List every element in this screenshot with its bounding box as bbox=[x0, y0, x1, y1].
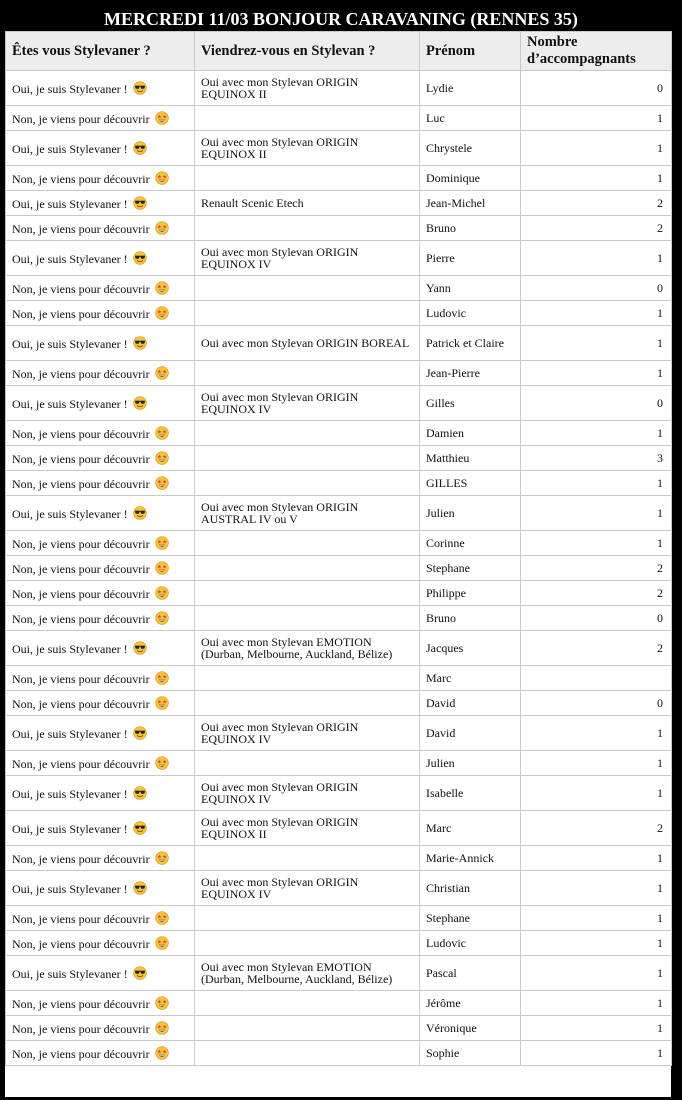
table-row bbox=[6, 931, 672, 956]
stylevaner-answer: Oui, je suis Stylevaner ! bbox=[12, 642, 128, 656]
cell-first-name: Marc bbox=[420, 666, 521, 691]
table-row bbox=[6, 991, 672, 1016]
sunglasses-emoji-icon bbox=[133, 641, 147, 655]
cell-stylevaner bbox=[6, 906, 195, 931]
table-header-row bbox=[6, 32, 672, 71]
stylevaner-answer: Oui, je suis Stylevaner ! bbox=[12, 197, 128, 211]
cell-stylevaner bbox=[6, 931, 195, 956]
cell-first-name: Jérôme bbox=[420, 991, 521, 1016]
table-row bbox=[6, 631, 672, 666]
cell-vehicle bbox=[195, 931, 420, 956]
stylevaner-answer: Non, je viens pour découvrir bbox=[12, 937, 150, 951]
cell-vehicle bbox=[195, 906, 420, 931]
cell-first-name: GILLES bbox=[420, 471, 521, 496]
cell-companions: 1 bbox=[521, 871, 672, 906]
cell-stylevaner bbox=[6, 531, 195, 556]
sunglasses-emoji-icon bbox=[133, 966, 147, 980]
cell-vehicle: Oui avec mon Stylevan ORIGIN EQUINOX II bbox=[195, 811, 420, 846]
cell-vehicle bbox=[195, 301, 420, 326]
cell-first-name: Jean-Pierre bbox=[420, 361, 521, 386]
cell-vehicle bbox=[195, 556, 420, 581]
star-struck-emoji-icon bbox=[155, 561, 169, 575]
cell-stylevaner bbox=[6, 606, 195, 631]
header-first-name: Prénom bbox=[420, 32, 521, 71]
cell-stylevaner bbox=[6, 716, 195, 751]
cell-companions: 0 bbox=[521, 606, 672, 631]
cell-stylevaner bbox=[6, 216, 195, 241]
cell-companions: 1 bbox=[521, 531, 672, 556]
star-struck-emoji-icon bbox=[155, 171, 169, 185]
cell-first-name: Chrystele bbox=[420, 131, 521, 166]
cell-first-name: Christian bbox=[420, 871, 521, 906]
stylevaner-answer: Non, je viens pour découvrir bbox=[12, 587, 150, 601]
table-row bbox=[6, 846, 672, 871]
cell-first-name: David bbox=[420, 691, 521, 716]
table-row bbox=[6, 811, 672, 846]
table-row bbox=[6, 241, 672, 276]
stylevaner-answer: Oui, je suis Stylevaner ! bbox=[12, 967, 128, 981]
cell-first-name: Jean-Michel bbox=[420, 191, 521, 216]
cell-companions: 2 bbox=[521, 581, 672, 606]
cell-stylevaner bbox=[6, 166, 195, 191]
cell-vehicle bbox=[195, 846, 420, 871]
cell-vehicle bbox=[195, 1041, 420, 1066]
cell-companions: 1 bbox=[521, 131, 672, 166]
cell-stylevaner bbox=[6, 631, 195, 666]
cell-stylevaner bbox=[6, 106, 195, 131]
stylevaner-answer: Non, je viens pour découvrir bbox=[12, 537, 150, 551]
cell-stylevaner bbox=[6, 421, 195, 446]
cell-vehicle bbox=[195, 691, 420, 716]
star-struck-emoji-icon bbox=[155, 476, 169, 490]
cell-companions bbox=[521, 666, 672, 691]
star-struck-emoji-icon bbox=[155, 756, 169, 770]
cell-vehicle: Oui avec mon Stylevan ORIGIN EQUINOX IV bbox=[195, 716, 420, 751]
star-struck-emoji-icon bbox=[155, 536, 169, 550]
cell-vehicle: Oui avec mon Stylevan ORIGIN AUSTRAL IV ou V bbox=[195, 496, 420, 531]
cell-companions: 1 bbox=[521, 1041, 672, 1066]
stylevaner-answer: Oui, je suis Stylevaner ! bbox=[12, 727, 128, 741]
stylevaner-answer: Oui, je suis Stylevaner ! bbox=[12, 787, 128, 801]
table-row bbox=[6, 666, 672, 691]
cell-companions: 1 bbox=[521, 956, 672, 991]
cell-companions: 1 bbox=[521, 166, 672, 191]
sunglasses-emoji-icon bbox=[133, 396, 147, 410]
stylevaner-answer: Non, je viens pour découvrir bbox=[12, 427, 150, 441]
cell-companions: 1 bbox=[521, 751, 672, 776]
cell-vehicle bbox=[195, 276, 420, 301]
cell-vehicle: Renault Scenic Etech bbox=[195, 191, 420, 216]
cell-companions: 1 bbox=[521, 301, 672, 326]
cell-stylevaner bbox=[6, 241, 195, 276]
cell-vehicle bbox=[195, 446, 420, 471]
star-struck-emoji-icon bbox=[155, 111, 169, 125]
cell-vehicle bbox=[195, 106, 420, 131]
cell-vehicle: Oui avec mon Stylevan ORIGIN EQUINOX II bbox=[195, 131, 420, 166]
star-struck-emoji-icon bbox=[155, 611, 169, 625]
cell-stylevaner bbox=[6, 1016, 195, 1041]
cell-stylevaner bbox=[6, 751, 195, 776]
cell-companions: 1 bbox=[521, 496, 672, 531]
star-struck-emoji-icon bbox=[155, 696, 169, 710]
cell-companions: 1 bbox=[521, 776, 672, 811]
cell-first-name: Dominique bbox=[420, 166, 521, 191]
cell-vehicle: Oui avec mon Stylevan ORIGIN EQUINOX IV bbox=[195, 386, 420, 421]
table-row bbox=[6, 421, 672, 446]
cell-vehicle bbox=[195, 216, 420, 241]
sunglasses-emoji-icon bbox=[133, 821, 147, 835]
stylevaner-answer: Non, je viens pour découvrir bbox=[12, 1022, 150, 1036]
sunglasses-emoji-icon bbox=[133, 196, 147, 210]
cell-first-name: Philippe bbox=[420, 581, 521, 606]
table-row bbox=[6, 471, 672, 496]
cell-stylevaner bbox=[6, 191, 195, 216]
cell-stylevaner bbox=[6, 956, 195, 991]
stylevaner-answer: Non, je viens pour découvrir bbox=[12, 997, 150, 1011]
cell-vehicle bbox=[195, 166, 420, 191]
stylevaner-answer: Non, je viens pour découvrir bbox=[12, 112, 150, 126]
cell-first-name: Ludovic bbox=[420, 301, 521, 326]
table-row bbox=[6, 716, 672, 751]
header-stylevaner: Êtes vous Stylevaner ? bbox=[6, 32, 195, 71]
cell-vehicle bbox=[195, 471, 420, 496]
cell-companions: 2 bbox=[521, 191, 672, 216]
cell-vehicle bbox=[195, 531, 420, 556]
star-struck-emoji-icon bbox=[155, 851, 169, 865]
cell-vehicle bbox=[195, 666, 420, 691]
cell-companions: 2 bbox=[521, 556, 672, 581]
header-companions: Nombre d’accompagnants bbox=[521, 32, 672, 71]
table-row bbox=[6, 581, 672, 606]
cell-stylevaner bbox=[6, 581, 195, 606]
sunglasses-emoji-icon bbox=[133, 506, 147, 520]
table-row bbox=[6, 131, 672, 166]
table-row bbox=[6, 606, 672, 631]
table-row bbox=[6, 361, 672, 386]
cell-vehicle: Oui avec mon Stylevan ORIGIN EQUINOX IV bbox=[195, 776, 420, 811]
table-row bbox=[6, 71, 672, 106]
cell-vehicle: Oui avec mon Stylevan ORIGIN EQUINOX II bbox=[195, 71, 420, 106]
table-row bbox=[6, 191, 672, 216]
cell-stylevaner bbox=[6, 666, 195, 691]
table-row bbox=[6, 276, 672, 301]
star-struck-emoji-icon bbox=[155, 1046, 169, 1060]
star-struck-emoji-icon bbox=[155, 586, 169, 600]
stylevaner-answer: Oui, je suis Stylevaner ! bbox=[12, 142, 128, 156]
stylevaner-answer: Non, je viens pour découvrir bbox=[12, 222, 150, 236]
cell-companions: 0 bbox=[521, 276, 672, 301]
cell-stylevaner bbox=[6, 446, 195, 471]
stylevaner-answer: Oui, je suis Stylevaner ! bbox=[12, 82, 128, 96]
cell-first-name: Lydie bbox=[420, 71, 521, 106]
table-row bbox=[6, 906, 672, 931]
stylevaner-answer: Non, je viens pour découvrir bbox=[12, 612, 150, 626]
cell-stylevaner bbox=[6, 326, 195, 361]
stylevaner-answer: Non, je viens pour découvrir bbox=[12, 282, 150, 296]
star-struck-emoji-icon bbox=[155, 306, 169, 320]
cell-companions: 1 bbox=[521, 106, 672, 131]
cell-companions: 0 bbox=[521, 691, 672, 716]
sunglasses-emoji-icon bbox=[133, 81, 147, 95]
cell-stylevaner bbox=[6, 846, 195, 871]
registration-sheet bbox=[5, 31, 671, 1097]
cell-first-name: Jacques bbox=[420, 631, 521, 666]
sunglasses-emoji-icon bbox=[133, 726, 147, 740]
cell-vehicle bbox=[195, 1016, 420, 1041]
sunglasses-emoji-icon bbox=[133, 881, 147, 895]
star-struck-emoji-icon bbox=[155, 221, 169, 235]
table-row bbox=[6, 751, 672, 776]
cell-first-name: Véronique bbox=[420, 1016, 521, 1041]
star-struck-emoji-icon bbox=[155, 1021, 169, 1035]
cell-first-name: Julien bbox=[420, 496, 521, 531]
cell-companions: 2 bbox=[521, 631, 672, 666]
cell-vehicle: Oui avec mon Stylevan EMOTION (Durban, Melbourne, Auckland, Bélize) bbox=[195, 631, 420, 666]
star-struck-emoji-icon bbox=[155, 671, 169, 685]
cell-companions: 3 bbox=[521, 446, 672, 471]
cell-companions: 1 bbox=[521, 421, 672, 446]
stylevaner-answer: Oui, je suis Stylevaner ! bbox=[12, 822, 128, 836]
cell-first-name: Marc bbox=[420, 811, 521, 846]
sunglasses-emoji-icon bbox=[133, 336, 147, 350]
stylevaner-answer: Non, je viens pour découvrir bbox=[12, 367, 150, 381]
cell-stylevaner bbox=[6, 301, 195, 326]
cell-first-name: Damien bbox=[420, 421, 521, 446]
sunglasses-emoji-icon bbox=[133, 251, 147, 265]
table-row bbox=[6, 1041, 672, 1066]
table-row bbox=[6, 691, 672, 716]
table-row bbox=[6, 166, 672, 191]
cell-first-name: Bruno bbox=[420, 216, 521, 241]
cell-first-name: Pierre bbox=[420, 241, 521, 276]
cell-companions: 1 bbox=[521, 361, 672, 386]
cell-stylevaner bbox=[6, 71, 195, 106]
stylevaner-answer: Non, je viens pour découvrir bbox=[12, 912, 150, 926]
stylevaner-answer: Non, je viens pour découvrir bbox=[12, 172, 150, 186]
stylevaner-answer: Non, je viens pour découvrir bbox=[12, 477, 150, 491]
cell-first-name: Sophie bbox=[420, 1041, 521, 1066]
cell-vehicle: Oui avec mon Stylevan ORIGIN BOREAL bbox=[195, 326, 420, 361]
page-title: MERCREDI 11/03 BONJOUR CARAVANING (RENNES 35) bbox=[104, 9, 578, 29]
cell-companions: 1 bbox=[521, 846, 672, 871]
cell-vehicle: Oui avec mon Stylevan ORIGIN EQUINOX IV bbox=[195, 871, 420, 906]
cell-first-name: Gilles bbox=[420, 386, 521, 421]
table-row bbox=[6, 446, 672, 471]
table-row bbox=[6, 301, 672, 326]
stylevaner-answer: Non, je viens pour découvrir bbox=[12, 562, 150, 576]
star-struck-emoji-icon bbox=[155, 366, 169, 380]
table-row bbox=[6, 326, 672, 361]
cell-first-name: Stephane bbox=[420, 556, 521, 581]
cell-stylevaner bbox=[6, 276, 195, 301]
cell-first-name: Yann bbox=[420, 276, 521, 301]
cell-vehicle bbox=[195, 606, 420, 631]
cell-stylevaner bbox=[6, 386, 195, 421]
cell-companions: 2 bbox=[521, 216, 672, 241]
table-row bbox=[6, 216, 672, 241]
table-row bbox=[6, 776, 672, 811]
sunglasses-emoji-icon bbox=[133, 141, 147, 155]
cell-stylevaner bbox=[6, 811, 195, 846]
stylevaner-answer: Non, je viens pour découvrir bbox=[12, 852, 150, 866]
table-row bbox=[6, 871, 672, 906]
star-struck-emoji-icon bbox=[155, 426, 169, 440]
table-row bbox=[6, 386, 672, 421]
cell-first-name: Isabelle bbox=[420, 776, 521, 811]
cell-first-name: Ludovic bbox=[420, 931, 521, 956]
cell-companions: 1 bbox=[521, 241, 672, 276]
table-row bbox=[6, 556, 672, 581]
cell-companions: 1 bbox=[521, 716, 672, 751]
stylevaner-answer: Non, je viens pour découvrir bbox=[12, 757, 150, 771]
cell-first-name: Corinne bbox=[420, 531, 521, 556]
cell-first-name: Bruno bbox=[420, 606, 521, 631]
cell-companions: 1 bbox=[521, 326, 672, 361]
cell-vehicle bbox=[195, 581, 420, 606]
header-vehicle: Viendrez-vous en Stylevan ? bbox=[195, 32, 420, 71]
cell-first-name: Marie-Annick bbox=[420, 846, 521, 871]
cell-vehicle: Oui avec mon Stylevan ORIGIN EQUINOX IV bbox=[195, 241, 420, 276]
cell-stylevaner bbox=[6, 556, 195, 581]
sunglasses-emoji-icon bbox=[133, 786, 147, 800]
cell-vehicle: Oui avec mon Stylevan EMOTION (Durban, Melbourne, Auckland, Bélize) bbox=[195, 956, 420, 991]
cell-companions: 0 bbox=[521, 71, 672, 106]
star-struck-emoji-icon bbox=[155, 936, 169, 950]
stylevaner-answer: Non, je viens pour découvrir bbox=[12, 672, 150, 686]
cell-first-name: Matthieu bbox=[420, 446, 521, 471]
stylevaner-answer: Oui, je suis Stylevaner ! bbox=[12, 337, 128, 351]
stylevaner-answer: Non, je viens pour découvrir bbox=[12, 307, 150, 321]
cell-stylevaner bbox=[6, 131, 195, 166]
registration-table bbox=[5, 31, 672, 1066]
cell-vehicle bbox=[195, 991, 420, 1016]
cell-stylevaner bbox=[6, 691, 195, 716]
cell-companions: 1 bbox=[521, 1016, 672, 1041]
cell-companions: 2 bbox=[521, 811, 672, 846]
table-row bbox=[6, 956, 672, 991]
stylevaner-answer: Oui, je suis Stylevaner ! bbox=[12, 252, 128, 266]
star-struck-emoji-icon bbox=[155, 281, 169, 295]
cell-first-name: David bbox=[420, 716, 521, 751]
cell-first-name: Stephane bbox=[420, 906, 521, 931]
cell-companions: 1 bbox=[521, 931, 672, 956]
table-row bbox=[6, 531, 672, 556]
cell-companions: 1 bbox=[521, 991, 672, 1016]
cell-stylevaner bbox=[6, 776, 195, 811]
cell-companions: 1 bbox=[521, 471, 672, 496]
stylevaner-answer: Oui, je suis Stylevaner ! bbox=[12, 507, 128, 521]
cell-stylevaner bbox=[6, 471, 195, 496]
cell-vehicle bbox=[195, 361, 420, 386]
stylevaner-answer: Oui, je suis Stylevaner ! bbox=[12, 882, 128, 896]
cell-stylevaner bbox=[6, 1041, 195, 1066]
stylevaner-answer: Non, je viens pour découvrir bbox=[12, 452, 150, 466]
cell-stylevaner bbox=[6, 871, 195, 906]
cell-stylevaner bbox=[6, 991, 195, 1016]
stylevaner-answer: Oui, je suis Stylevaner ! bbox=[12, 397, 128, 411]
table-body bbox=[6, 71, 672, 1066]
cell-vehicle bbox=[195, 751, 420, 776]
table-row bbox=[6, 496, 672, 531]
table-row bbox=[6, 1016, 672, 1041]
cell-companions: 1 bbox=[521, 906, 672, 931]
star-struck-emoji-icon bbox=[155, 451, 169, 465]
stylevaner-answer: Non, je viens pour découvrir bbox=[12, 697, 150, 711]
cell-companions: 0 bbox=[521, 386, 672, 421]
cell-first-name: Pascal bbox=[420, 956, 521, 991]
cell-first-name: Julien bbox=[420, 751, 521, 776]
cell-vehicle bbox=[195, 421, 420, 446]
cell-stylevaner bbox=[6, 361, 195, 386]
cell-stylevaner bbox=[6, 496, 195, 531]
star-struck-emoji-icon bbox=[155, 996, 169, 1010]
stylevaner-answer: Non, je viens pour découvrir bbox=[12, 1047, 150, 1061]
cell-first-name: Luc bbox=[420, 106, 521, 131]
star-struck-emoji-icon bbox=[155, 911, 169, 925]
cell-first-name: Patrick et Claire bbox=[420, 326, 521, 361]
table-row bbox=[6, 106, 672, 131]
